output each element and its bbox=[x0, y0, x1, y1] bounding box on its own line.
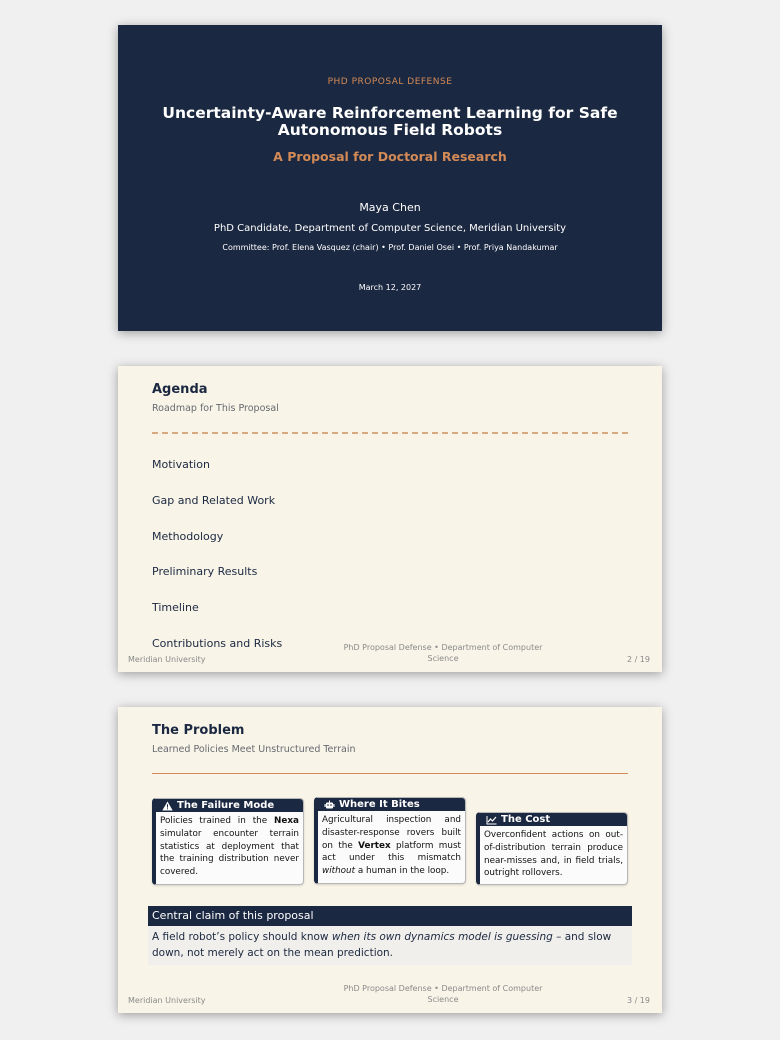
where-it-bites-box bbox=[314, 797, 466, 884]
page-number: 2 / 19 bbox=[626, 655, 650, 664]
footer-institution: Meridian University bbox=[128, 655, 206, 664]
box-header bbox=[156, 799, 303, 812]
box-text: Agricultural inspection and disaster-response rovers built on the bbox=[322, 815, 461, 851]
claim-text: – and slow down, not merely act on the mean prediction. bbox=[152, 931, 612, 959]
agenda-item: Contributions and Risks bbox=[152, 636, 283, 650]
box-title: Where It Bites bbox=[339, 799, 420, 810]
agenda-item: Motivation bbox=[152, 458, 210, 471]
box-text: simulator encounter terrain statistics at deployment that the training distribution never covered. bbox=[160, 828, 299, 878]
agenda-slide bbox=[118, 366, 662, 672]
box-title: The Cost bbox=[501, 814, 551, 825]
footer-event: PhD Proposal Defense • Department of Computer Science bbox=[343, 984, 543, 1004]
claim-text: A field robot’s policy should know bbox=[152, 931, 332, 943]
box-emphasis: Nexa bbox=[274, 816, 299, 826]
warning-icon bbox=[162, 801, 173, 811]
chart-line-icon bbox=[486, 815, 497, 825]
box-body bbox=[156, 812, 303, 879]
box-header bbox=[480, 813, 627, 826]
box-emphasis: Vertex bbox=[358, 840, 391, 851]
slide-title: Agenda bbox=[152, 382, 208, 397]
failure-mode-box bbox=[152, 798, 304, 885]
committee-list: Committee: Prof. Elena Vasquez (chair) • Prof. Daniel Osei • Prof. Priya Nandakumar bbox=[222, 243, 558, 252]
slide-subtitle: Learned Policies Meet Unstructured Terrain bbox=[152, 744, 356, 755]
page-number: 3 / 19 bbox=[626, 996, 650, 1005]
author-name: Maya Chen bbox=[359, 201, 421, 214]
presentation-subtitle: A Proposal for Doctoral Research bbox=[273, 149, 507, 164]
presentation-date: March 12, 2027 bbox=[358, 283, 422, 292]
author-affiliation: PhD Candidate, Department of Computer Science, Meridian University bbox=[213, 223, 567, 234]
title-divider bbox=[152, 432, 628, 434]
box-body bbox=[318, 811, 465, 878]
claim-header: Central claim of this proposal bbox=[148, 906, 632, 926]
claim-italic: when its own dynamics model is guessing bbox=[331, 931, 553, 943]
agenda-list bbox=[152, 458, 282, 672]
agenda-item: Methodology bbox=[152, 529, 224, 543]
slide-subtitle: Roadmap for This Proposal bbox=[152, 403, 279, 414]
agenda-item: Gap and Related Work bbox=[152, 493, 276, 507]
agenda-item: Timeline bbox=[152, 601, 199, 615]
slide-title: The Problem bbox=[152, 723, 245, 738]
problem-slide bbox=[118, 707, 662, 1013]
agenda-item: Preliminary Results bbox=[152, 565, 258, 579]
slide-kicker: PHD PROPOSAL DEFENSE bbox=[327, 77, 453, 87]
box-text: Policies trained in the bbox=[160, 816, 275, 826]
title-slide bbox=[118, 25, 662, 331]
title-divider bbox=[152, 773, 628, 774]
footer-event: PhD Proposal Defense • Department of Computer Science bbox=[343, 643, 543, 663]
box-text: platform must act under this mismatch bbox=[322, 840, 461, 864]
footer-institution: Meridian University bbox=[128, 996, 206, 1005]
box-text: a human in the loop. bbox=[355, 866, 450, 877]
box-italic: without bbox=[322, 866, 356, 877]
box-text: Overconfident actions on out-of-distribution terrain produce near-misses and, in field trials, outright rollovers. bbox=[484, 830, 623, 879]
box-body bbox=[480, 826, 627, 880]
box-header bbox=[318, 798, 465, 811]
box-title: The Failure Mode bbox=[177, 800, 275, 811]
robot-icon bbox=[324, 800, 335, 810]
the-cost-box bbox=[476, 812, 628, 885]
presentation-title: Uncertainty-Aware Reinforcement Learning for Safe Autonomous Field Robots bbox=[162, 104, 618, 139]
claim-body bbox=[148, 926, 632, 965]
